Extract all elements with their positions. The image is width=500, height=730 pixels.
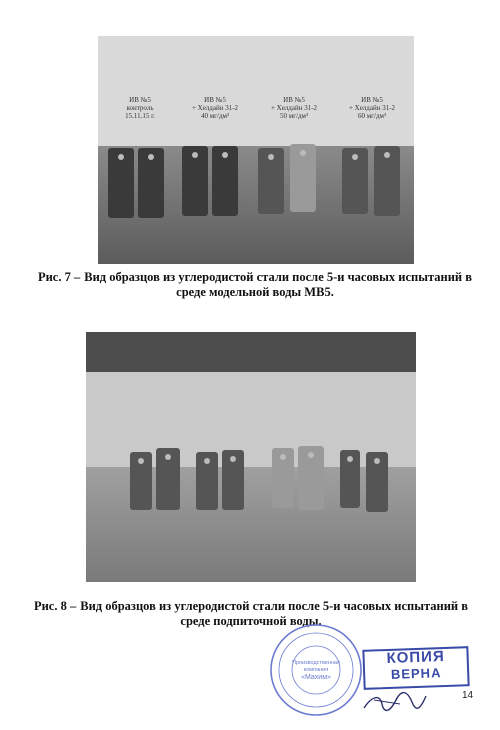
photo-dark-edge	[86, 332, 416, 372]
coupon-hole	[384, 152, 390, 158]
handwritten-signature	[360, 686, 430, 716]
coupon-hole	[148, 154, 154, 160]
coupon-hole	[374, 458, 380, 464]
coupon-hole	[138, 458, 144, 464]
steel-coupon	[138, 148, 164, 218]
coupon-hole	[222, 152, 228, 158]
steel-coupon	[222, 450, 244, 510]
steel-coupon	[130, 452, 152, 510]
caption-number: Рис. 8 –	[33, 599, 77, 613]
coupon-hole	[300, 150, 306, 156]
steel-coupon	[374, 146, 400, 216]
sample-label: ИВ №5 контроль 15.11.15 г.	[125, 96, 155, 120]
copy-stamp-line2: ВЕРНА	[390, 665, 442, 682]
figure-8-photo	[86, 332, 416, 582]
steel-coupon	[196, 452, 218, 510]
coupon-hole	[204, 458, 210, 464]
steel-coupon	[272, 448, 294, 508]
coupon-hole	[118, 154, 124, 160]
figure-7-caption	[30, 270, 480, 300]
copy-stamp-line1: КОПИЯ	[386, 647, 445, 668]
steel-coupon	[340, 450, 360, 508]
steel-coupon	[342, 148, 368, 214]
caption-text: Вид образцов из углеродистой стали после 5-и часовых испытаний в среде подпиточной воды.	[80, 599, 469, 628]
steel-coupon	[298, 446, 324, 510]
coupon-hole	[165, 454, 171, 460]
sample-label: ИВ №5 + Хелдайн 31-2 50 мг/дм³	[270, 96, 318, 120]
company-seal-stamp	[268, 622, 364, 718]
figure-7-photo	[98, 36, 414, 264]
coupon-hole	[230, 456, 236, 462]
coupon-hole	[192, 152, 198, 158]
steel-coupon	[182, 146, 208, 216]
seal-text-line: компания	[303, 667, 329, 673]
sample-label: ИВ №5 + Хелдайн 31-2 40 мг/дм³	[191, 96, 239, 120]
steel-coupon	[258, 148, 284, 214]
caption-number: Рис. 7 –	[37, 270, 81, 284]
coupon-hole	[268, 154, 274, 160]
coupon-hole	[347, 456, 353, 462]
photo-background-sheet	[98, 36, 414, 146]
coupon-hole	[352, 154, 358, 160]
figure-8-caption	[20, 599, 482, 629]
page-number: 14	[462, 690, 474, 701]
seal-text-line: «Махим»	[301, 674, 331, 681]
steel-coupon	[156, 448, 180, 510]
caption-text: Вид образцов из углеродистой стали после 5-и часовых испытаний в среде модельной воды МВ5.	[84, 270, 473, 299]
steel-coupon	[290, 144, 316, 212]
coupon-hole	[280, 454, 286, 460]
sample-label: ИВ №5 + Хелдайн 31-2 60 мг/дм³	[348, 96, 396, 120]
seal-text-line: Производственная	[292, 660, 340, 666]
steel-coupon	[366, 452, 388, 512]
certified-copy-stamp	[362, 646, 469, 690]
steel-coupon	[212, 146, 238, 216]
steel-coupon	[108, 148, 134, 218]
coupon-hole	[308, 452, 314, 458]
